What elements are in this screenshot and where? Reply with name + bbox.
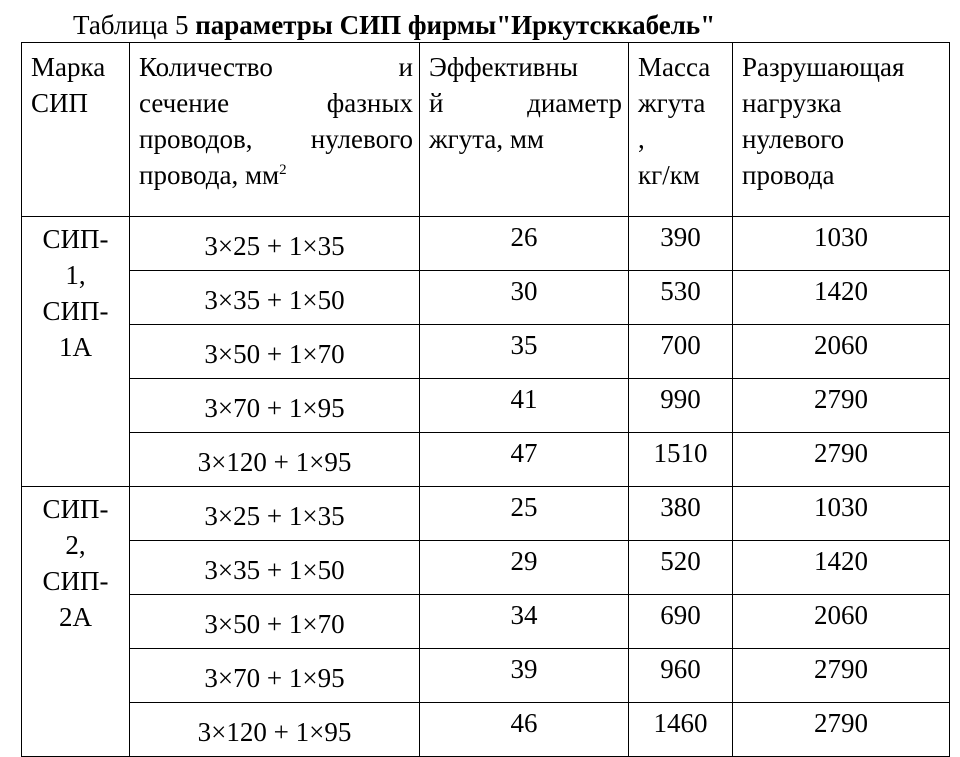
diameter-cell: 47 [420,433,629,487]
table-row [22,541,950,595]
brand-line: 2, [65,530,86,560]
config-cell: 3×50 + 1×70 [130,595,420,649]
brand-line: СИП- [42,494,109,524]
table-row [22,325,950,379]
table-row [22,271,950,325]
diameter-cell: 39 [420,649,629,703]
mass-cell: 1510 [629,433,733,487]
diameter-cell: 29 [420,541,629,595]
load-cell: 1030 [733,487,950,541]
mass-cell: 520 [629,541,733,595]
mass-cell: 990 [629,379,733,433]
header-diameter: Эффективны й диаметр жгута, мм [420,43,629,217]
mass-cell: 380 [629,487,733,541]
load-cell: 2790 [733,433,950,487]
diameter-cell: 30 [420,271,629,325]
diameter-cell: 41 [420,379,629,433]
load-cell: 2790 [733,703,950,757]
table-row [22,217,950,271]
brand-cell [22,217,130,487]
diameter-cell: 35 [420,325,629,379]
config-cell: 3×35 + 1×50 [130,541,420,595]
mass-cell: 960 [629,649,733,703]
brand-cell [22,487,130,757]
table-row [22,379,950,433]
load-cell: 2790 [733,379,950,433]
sip-parameters-table [21,42,950,757]
mass-cell: 390 [629,217,733,271]
brand-line: СИП- [42,296,109,326]
header-row [22,43,950,217]
mass-cell: 530 [629,271,733,325]
table-row [22,433,950,487]
load-cell: 1420 [733,541,950,595]
table-row [22,595,950,649]
config-cell: 3×25 + 1×35 [130,217,420,271]
diameter-cell: 26 [420,217,629,271]
mass-cell: 690 [629,595,733,649]
caption-prefix: Таблица 5 [73,10,196,40]
header-config: Количество и сечение фазных проводов, нулевого провода, $мм^2$ [130,43,420,217]
load-cell: 2790 [733,649,950,703]
config-cell: 3×120 + 1×95 [130,703,420,757]
table-row [22,703,950,757]
config-cell: 3×25 + 1×35 [130,487,420,541]
mass-cell: 1460 [629,703,733,757]
table-caption [73,8,943,42]
diameter-cell: 46 [420,703,629,757]
header-brand: Марка СИП [22,43,130,217]
load-cell: 1420 [733,271,950,325]
config-cell: 3×50 + 1×70 [130,325,420,379]
table-row [22,649,950,703]
diameter-cell: 25 [420,487,629,541]
caption-title: параметры СИП фирмы"Иркутсккабель" [195,10,716,40]
diameter-cell: 34 [420,595,629,649]
load-cell: 1030 [733,217,950,271]
header-config-sup: 2 [279,162,287,178]
brand-line: 1А [59,332,92,362]
table-row [22,487,950,541]
brand-line: 2А [59,602,92,632]
config-cell: 3×35 + 1×50 [130,271,420,325]
config-cell: 3×70 + 1×95 [130,649,420,703]
config-cell: 3×70 + 1×95 [130,379,420,433]
brand-line: 1, [65,260,86,290]
header-mass: Масса жгута , кг/км [629,43,733,217]
brand-line: СИП- [42,566,109,596]
load-cell: 2060 [733,595,950,649]
brand-line: СИП- [42,224,109,254]
config-cell: 3×120 + 1×95 [130,433,420,487]
load-cell: 2060 [733,325,950,379]
header-load: Разрушающая нагрузка нулевого провода [733,43,950,217]
mass-cell: 700 [629,325,733,379]
